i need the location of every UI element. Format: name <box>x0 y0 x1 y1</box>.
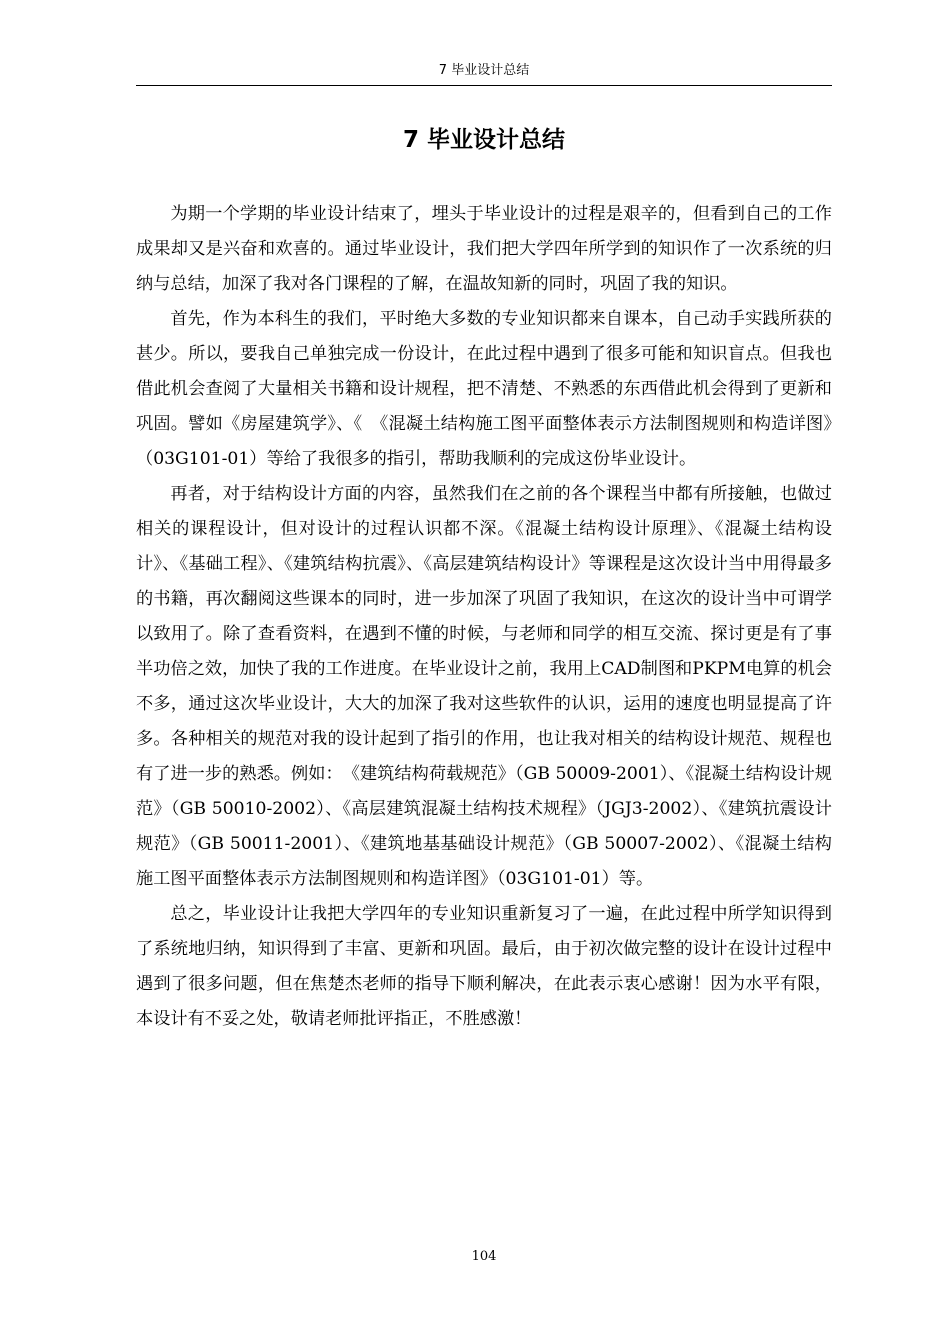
body-text <box>136 197 832 1037</box>
paragraph-second: 再者，对于结构设计方面的内容，虽然我们在之前的各个课程当中都有所接触，也做过相关的课程设计，但对设计的过程认识都不深。《混凝土结构设计原理》、《混凝土结构设计》、《基础工程》、《建筑结构抗震》、《高层建筑结构设计》等课程是这次设计当中用得最多的书籍，再次翻阅这些课本的同时，进一步加深了巩固了我知识，在这次的设计当中可谓学以致用了。除了查看资料，在遇到不懂的时候，与老师和同学的相互交流、探讨更是有了事半功倍之效，加快了我的工作进度。在毕业设计之前，我用上CAD制图和PKPM电算的机会不多，通过这次毕业设计，大大的加深了我对这些软件的认识，运用的速度也明显提高了许多。各种相关的规范对我的设计起到了指引的作用，也让我对相关的结构设计规范、规程也有了进一步的熟悉。例如： 《建筑结构荷载规范》（GB 50009-2001）、《混凝土结构设计规范》（GB 50010-2002）、《高层建筑混凝土结构技术规程》（JGJ3-2002）、《建筑抗震设计规范》（GB 50011-2001）、《建筑地基基础设计规范》（GB 50007-2002）、《混凝土结构施工图平面整体表示方法制图规则和构造详图》（03G101-01）等。 <box>136 484 832 889</box>
paragraph-intro: 为期一个学期的毕业设计结束了，埋头于毕业设计的过程是艰辛的，但看到自己的工作成果却又是兴奋和欢喜的。通过毕业设计，我们把大学四年所学到的知识作了一次系统的归纳与总结，加深了我对各门课程的了解，在温故知新的同时，巩固了我的知识。 <box>136 204 832 294</box>
page-number: 104 <box>471 1249 497 1264</box>
paragraph-first: 首先，作为本科生的我们，平时绝大多数的专业知识都来自课本，自己动手实践所获的甚少。所以，要我自己单独完成一份设计，在此过程中遇到了很多可能和知识盲点。但我也借此机会查阅了大量相关书籍和设计规程，把不清楚、不熟悉的东西借此机会得到了更新和巩固。譬如《房屋建筑学》、《 《混凝土结构施工图平面整体表示方法制图规则和构造详图》（03G101-01）等给了我很多的指引，帮助我顺利的完成这份毕业设计。 <box>136 309 832 469</box>
chapter-title: 7 毕业设计总结 <box>402 127 565 153</box>
paragraph-conclusion: 总之，毕业设计让我把大学四年的专业知识重新复习了一遍，在此过程中所学知识得到了系统地归纳，知识得到了丰富、更新和巩固。最后，由于初次做完整的设计在设计过程中遇到了很多问题，但在焦楚杰老师的指导下顺利解决，在此表示衷心感谢！因为水平有限，本设计有不妥之处，敬请老师批评指正，不胜感激！ <box>136 904 832 1029</box>
running-header: 7 毕业设计总结 <box>438 63 530 78</box>
header-divider <box>136 85 832 86</box>
